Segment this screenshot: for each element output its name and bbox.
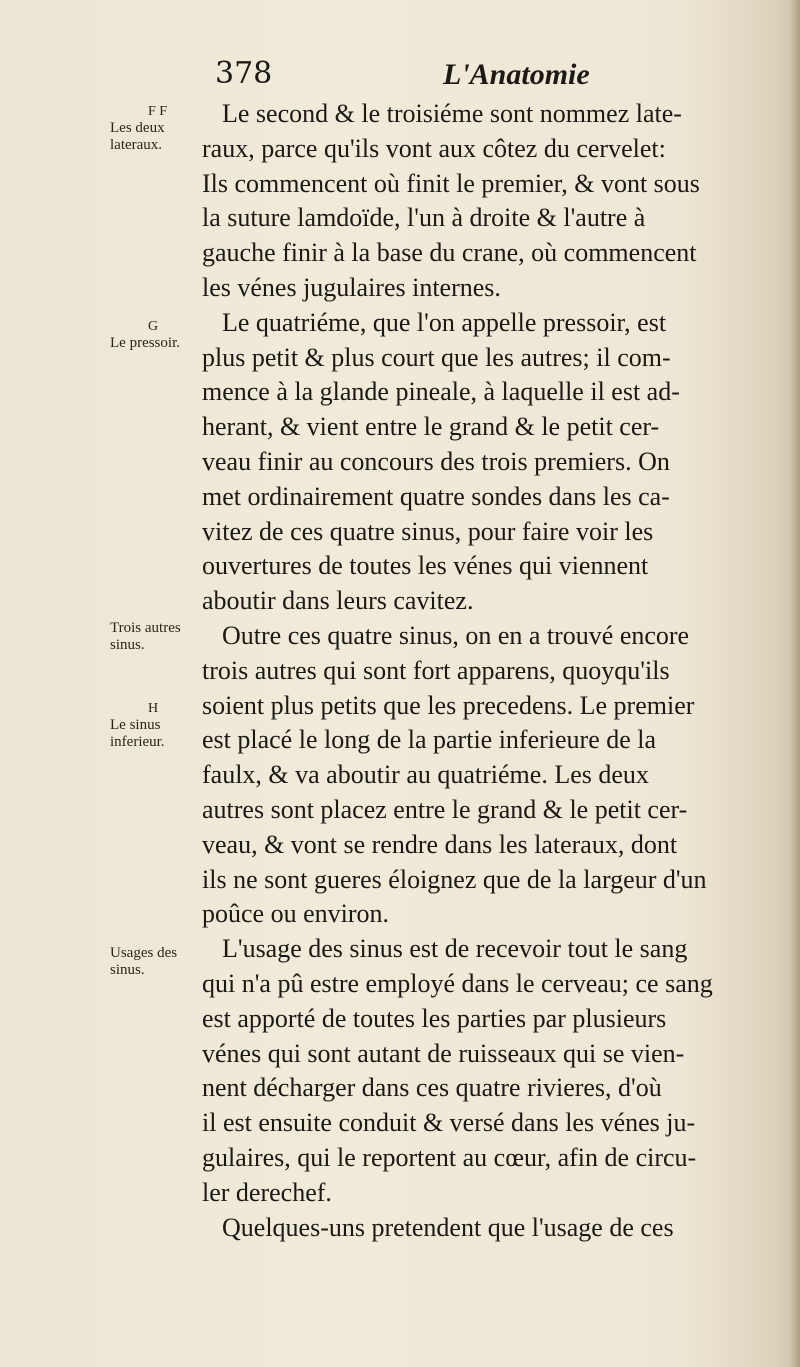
margin-note-usages <box>110 945 210 979</box>
text-line: faulx, & va aboutir au quatriéme. Les deux <box>202 760 649 790</box>
text-line: ler derechef. <box>202 1177 332 1207</box>
margin-note-sinus-inferieur <box>110 700 210 751</box>
text-line: Le second & le troisiéme sont nommez late- <box>222 99 682 128</box>
text-line: gauche finir à la base du crane, où commencent <box>202 238 697 268</box>
margin-note-text: Usages des sinus. <box>110 945 178 978</box>
text-line: veau finir au concours des trois premiers. On <box>202 446 670 476</box>
text-line: est placé le long de la partie inferieure de la <box>202 725 657 755</box>
text-line: est apporté de toutes les parties par plusieurs <box>202 1003 667 1033</box>
text-line: herant, & vient entre le grand & le petit cer- <box>202 412 660 442</box>
margin-note-text: Les deux lateraux. <box>110 120 165 153</box>
text-line: autres sont placez entre le grand & le petit cer- <box>202 794 688 824</box>
margin-note-mark: G <box>148 319 159 334</box>
text-line: il est ensuite conduit & versé dans les vénes ju- <box>202 1108 696 1138</box>
text-line: ouvertures de toutes les vénes qui viennent <box>202 551 649 581</box>
text-line: L'usage des sinus est de recevoir tout le sang <box>222 934 688 964</box>
page-header <box>215 56 645 96</box>
text-line: gulaires, qui le reportent au cœur, afin de circu- <box>202 1142 697 1172</box>
text-line: plus petit & plus court que les autres; il com- <box>202 342 671 372</box>
page-edge-shadow <box>790 0 800 1367</box>
margin-note-pressoir <box>110 318 210 352</box>
running-title: L'Anatomie <box>443 58 590 91</box>
text-line: vitez de ces quatre sinus, pour faire voir les <box>202 516 654 546</box>
margin-note-mark: F F <box>148 104 168 119</box>
text-line: raux, parce qu'ils vont aux côtez du cervelet: <box>202 133 666 163</box>
margin-note-trois-autres <box>110 620 210 654</box>
margin-note-text: Trois autres sinus. <box>110 620 181 653</box>
text-line: la suture lamdoïde, l'un à droite & l'autre à <box>202 203 646 233</box>
text-line: les vénes jugulaires internes. <box>202 272 501 302</box>
page-number: 378 <box>215 56 273 91</box>
text-line: met ordinairement quatre sondes dans les ca- <box>202 481 670 511</box>
text-line: Quelques-uns pretendent que l'usage de ces <box>222 1212 674 1242</box>
margin-note-mark: H <box>148 701 159 716</box>
text-line: nent décharger dans ces quatre rivieres, d'où <box>202 1073 662 1103</box>
text-line: mence à la glande pineale, à laquelle il est ad- <box>202 377 680 407</box>
text-line: aboutir dans leurs cavitez. <box>202 586 474 616</box>
text-line: vénes qui sont autant de ruisseaux qui se vien- <box>202 1038 685 1068</box>
margin-note-text: Le pressoir. <box>110 335 180 351</box>
text-line: trois autres qui sont fort apparens, quoyqu'ils <box>202 655 670 685</box>
text-line: Ils commencent où finit le premier, & vont sous <box>202 168 700 198</box>
text-line: soient plus petits que les precedens. Le premier <box>202 690 695 720</box>
text-line: poûce ou environ. <box>202 899 390 929</box>
margin-note-text: Le sinus inferieur. <box>110 717 165 750</box>
text-line: Outre ces quatre sinus, on en a trouvé encore <box>222 620 690 650</box>
text-line: qui n'a pû estre employé dans le cerveau; ce sang <box>202 968 713 998</box>
text-line: ils ne sont gueres éloignez que de la largeur d'un <box>202 864 707 894</box>
text-line: Le quatriéme, que l'on appelle pressoir, est <box>222 307 667 337</box>
body-text <box>202 97 790 1245</box>
margin-note-lateraux <box>110 103 210 154</box>
text-line: veau, & vont se rendre dans les lateraux, dont <box>202 829 678 859</box>
